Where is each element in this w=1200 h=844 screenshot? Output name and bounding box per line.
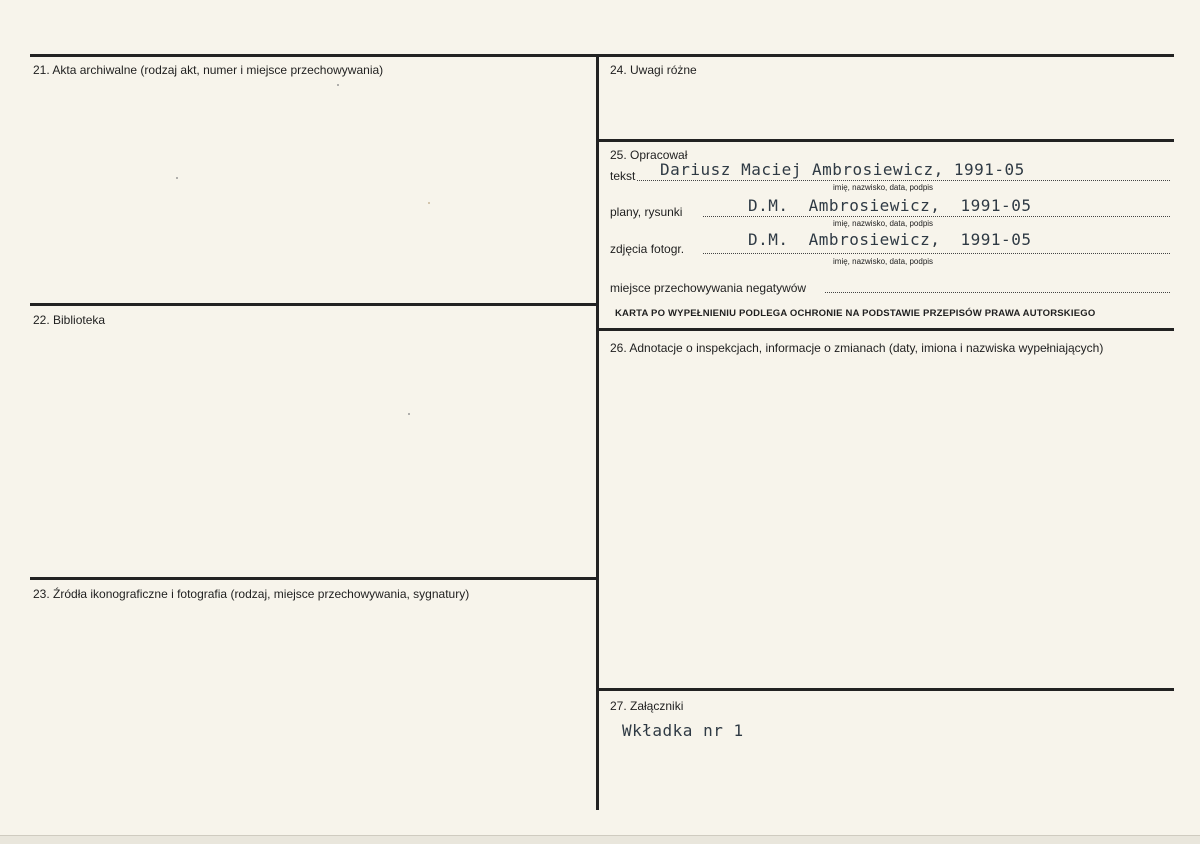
field-zdjecia-value: D.M. Ambrosiewicz, 1991-05: [748, 230, 1032, 249]
divider-21-22: [30, 303, 598, 306]
divider-22-23: [30, 577, 598, 580]
negatives-label: miejsce przechowywania negatywów: [610, 281, 807, 295]
negatives-line: [825, 292, 1170, 293]
paper-speck: [176, 177, 178, 179]
section-27-label: 27. Załączniki: [610, 699, 684, 713]
divider-25-26: [598, 328, 1174, 331]
section-25-label: 25. Opracował: [610, 148, 688, 162]
paper-speck: [408, 413, 410, 415]
paper-speck: [428, 202, 430, 204]
field-tekst-value: Dariusz Maciej Ambrosiewicz, 1991-05: [660, 160, 1025, 179]
section-21-label: 21. Akta archiwalne (rodzaj akt, numer i miejsce przechowywania): [33, 63, 384, 77]
paper-bottom-edge: [0, 835, 1200, 844]
center-divider: [596, 54, 599, 810]
divider-26-27: [598, 688, 1174, 691]
paper-speck: [337, 84, 339, 86]
section-22-label: 22. Biblioteka: [33, 313, 106, 327]
section-24-label: 24. Uwagi różne: [610, 63, 697, 77]
field-plany-caption: imię, nazwisko, data, podpis: [833, 219, 934, 228]
copyright-notice: KARTA PO WYPEŁNIENIU PODLEGA OCHRONIE NA PODSTAWIE PRZEPISÓW PRAWA AUTORSKIEGO: [615, 308, 1096, 319]
field-plany-line: [703, 216, 1170, 217]
section-23-label: 23. Źródła ikonograficzne i fotografia (rodzaj, miejsce przechowywania, sygnatury): [33, 587, 470, 601]
field-plany-label: plany, rysunki: [610, 205, 683, 219]
top-border: [30, 54, 1174, 57]
field-zdjecia-label: zdjęcia fotogr.: [610, 242, 685, 256]
divider-24-25: [598, 139, 1174, 142]
field-tekst-label: tekst: [610, 169, 636, 183]
field-tekst-line: [637, 180, 1170, 181]
field-tekst-caption: imię, nazwisko, data, podpis: [833, 183, 934, 192]
field-zdjecia-caption: imię, nazwisko, data, podpis: [833, 257, 934, 266]
field-zdjecia-line: [703, 253, 1170, 254]
field-plany-value: D.M. Ambrosiewicz, 1991-05: [748, 196, 1032, 215]
attachments-value: Wkładka nr 1: [622, 721, 744, 740]
section-26-label: 26. Adnotacje o inspekcjach, informacje o zmianach (daty, imiona i nazwiska wypełniających): [610, 341, 1104, 355]
